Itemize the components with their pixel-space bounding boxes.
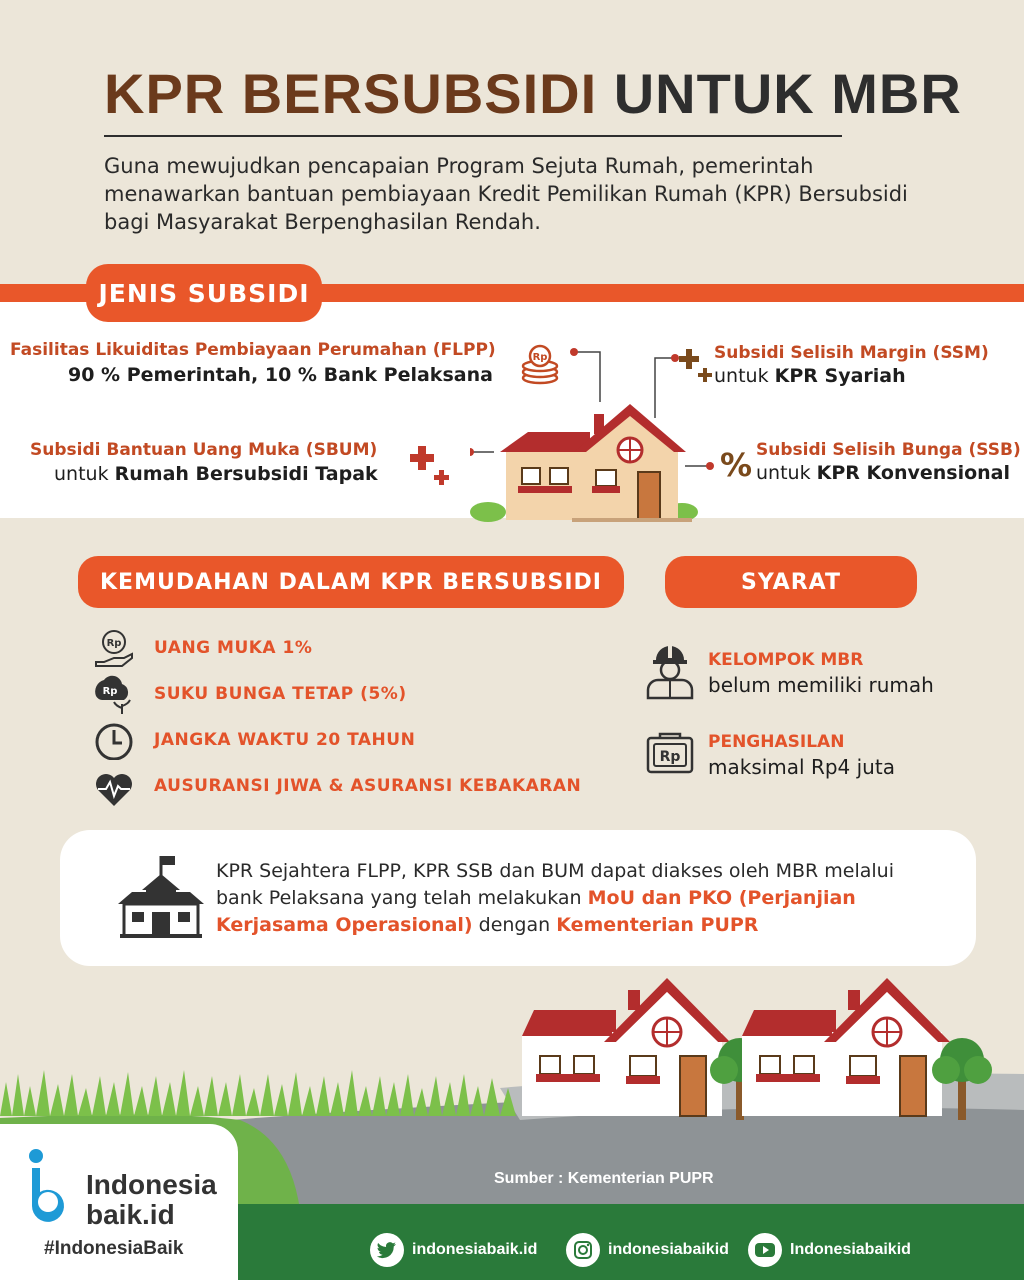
source-credit: Sumber : Kementerian PUPR xyxy=(494,1170,714,1187)
page-title xyxy=(104,58,962,130)
plus-icon xyxy=(408,444,456,488)
title-part-1: KPR BERSUBSIDI xyxy=(104,62,598,125)
req-title: PENGHASILAN xyxy=(708,732,845,752)
ssb-title: Subsidi Selisih Bunga (SSB) xyxy=(756,440,1021,460)
youtube-icon xyxy=(748,1233,782,1267)
instagram-link[interactable]: indonesiabaikid xyxy=(566,1232,729,1268)
rp-hand-icon xyxy=(92,628,136,668)
info-text: KPR Sejahtera FLPP, KPR SSB dan BUM dapat diakses oleh MBR melalui bank Pelaksana yang telah melakukan MoU dan PKO (Perjanjian Kerjasama Operasional) dengan Kementerian PUPR xyxy=(216,860,894,936)
sbum-desc: untuk Rumah Bersubsidi Tapak xyxy=(54,463,378,485)
req-desc: belum memiliki rumah xyxy=(708,673,934,697)
benefit-item xyxy=(92,674,407,714)
title-divider xyxy=(104,135,842,137)
twitter-link[interactable]: indonesiabaik.id xyxy=(370,1232,537,1268)
bank-building-icon xyxy=(116,854,206,940)
mou-pko-highlight: MoU dan PKO (Perjanjian Kerjasama Operasional) xyxy=(216,887,856,936)
benefit-label: JANGKA WAKTU 20 TAHUN xyxy=(154,730,416,750)
flpp-desc: 90 % Pemerintah, 10 % Bank Pelaksana xyxy=(68,364,493,386)
sbum-title: Subsidi Bantuan Uang Muka (SBUM) xyxy=(30,440,378,460)
logo-text: Indonesia baik.id xyxy=(86,1169,217,1230)
svg-text:Rp: Rp xyxy=(659,749,681,765)
hashtag: #IndonesiaBaik xyxy=(44,1238,184,1259)
benefit-item xyxy=(92,720,416,760)
instagram-icon xyxy=(566,1233,600,1267)
benefit-label: SUKU BUNGA TETAP (5%) xyxy=(154,684,407,704)
coin-label: Rp xyxy=(532,352,548,363)
rp-wallet-icon xyxy=(644,730,696,776)
svg-text:Rp: Rp xyxy=(102,686,118,697)
benefit-label: UANG MUKA 1% xyxy=(154,638,313,658)
clock-icon xyxy=(92,720,136,760)
benefit-item xyxy=(92,628,313,668)
twitter-icon xyxy=(370,1233,404,1267)
req-desc: maksimal Rp4 juta xyxy=(708,755,895,779)
ssm-title: Subsidi Selisih Margin (SSM) xyxy=(714,343,989,363)
ssb-desc: untuk KPR Konvensional xyxy=(756,462,1011,484)
youtube-link[interactable]: Indonesiabaikid xyxy=(748,1232,911,1268)
title-part-2: UNTUK MBR xyxy=(613,62,962,125)
heart-pulse-icon xyxy=(92,766,136,806)
benefit-label: AUSURANSI JIWA & ASURANSI KEBAKARAN xyxy=(154,776,582,796)
indonesiabaik-logo-icon xyxy=(26,1146,82,1230)
rp-plant-icon xyxy=(92,674,136,714)
benefit-item xyxy=(92,766,582,806)
req-title: KELOMPOK MBR xyxy=(708,650,864,670)
syarat-heading: SYARAT xyxy=(665,556,917,608)
kemudahan-heading: KEMUDAHAN DALAM KPR BERSUBSIDI xyxy=(78,556,624,608)
jenis-subsidi-heading: JENIS SUBSIDI xyxy=(86,264,322,322)
flpp-title: Fasilitas Likuiditas Pembiayaan Perumahan (FLPP) xyxy=(10,340,496,360)
ssm-desc: untuk KPR Syariah xyxy=(714,365,906,387)
intro-paragraph: Guna mewujudkan pencapaian Program Sejuta Rumah, pemerintah menawarkan bantuan pembiayaan Kredit Pemilikan Rumah (KPR) Bersubsidi bagi Masyarakat Berpenghasilan Rendah. xyxy=(104,154,908,234)
worker-icon xyxy=(644,642,696,700)
house-illustration xyxy=(470,340,720,522)
percent-icon: % xyxy=(720,446,753,484)
svg-text:Rp: Rp xyxy=(106,638,122,649)
ministry-highlight: Kementerian PUPR xyxy=(556,914,759,936)
